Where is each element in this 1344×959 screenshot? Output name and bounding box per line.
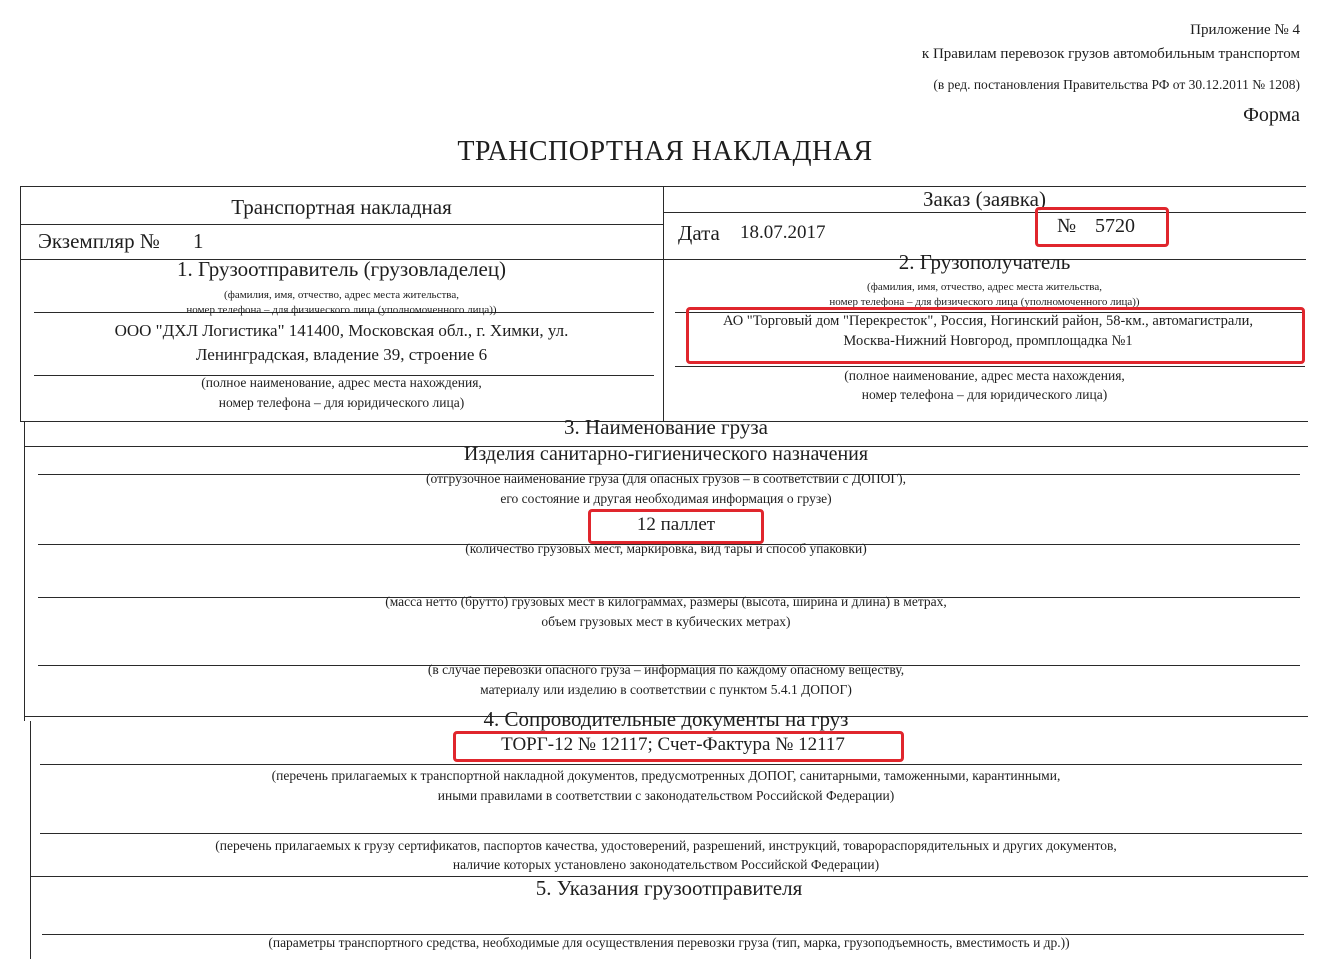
consignee-name-address: АО "Торговый дом "Перекресток", Россия, Ногинский район, 58-км., автомагистрали, bbox=[722, 313, 1254, 329]
certificates-hint: (перечень прилагаемых к грузу сертификатов, паспортов качества, удостоверений, разрешений, инструкций, товарораспорядительных и других документов, bbox=[215, 838, 1117, 853]
certificates-hint: наличие которых установлено законодательством Российской Федерации) bbox=[452, 857, 880, 872]
consignee-heading: 2. Грузополучатель bbox=[898, 250, 1071, 274]
consignee-hint: номер телефона – для физического лица (уполномоченного лица)) bbox=[829, 296, 1140, 308]
instructions-heading: 5. Указания грузоотправителя bbox=[535, 876, 803, 900]
shipper-name-address: Ленинградская, владение 39, строение 6 bbox=[195, 345, 488, 364]
consignee-name-address: Москва-Нижний Новгород, промплощадка №1 bbox=[843, 333, 1133, 349]
form-label: Форма bbox=[1243, 104, 1300, 126]
cargo-mass-hint: объем грузовых мест в кубических метрах) bbox=[541, 614, 791, 629]
row-divider bbox=[663, 212, 1306, 213]
date-label: Дата bbox=[678, 221, 720, 245]
shipper-legal-hint: номер телефона – для юридического лица) bbox=[218, 395, 465, 410]
cargo-danger-hint: материалу или изделию в соответствии с пунктом 5.4.1 ДОПОГ) bbox=[480, 682, 852, 697]
cargo-heading: 3. Наименование груза bbox=[563, 415, 769, 439]
consignee-legal-hint: номер телефона – для юридического лица) bbox=[861, 387, 1108, 402]
edition-reference: (в ред. постановления Правительства РФ от 30.12.2011 № 1208) bbox=[933, 77, 1300, 92]
rules-reference: к Правилам перевозок грузов автомобильным транспортом bbox=[921, 46, 1300, 62]
order-number-value: 5720 bbox=[1095, 215, 1135, 237]
document-title: ТРАНСПОРТНАЯ НАКЛАДНАЯ bbox=[457, 136, 873, 167]
waybill-heading: Транспортная накладная bbox=[231, 195, 452, 219]
consignee-legal-hint: (полное наименование, адрес места нахождения, bbox=[844, 368, 1125, 383]
shipper-legal-hint: (полное наименование, адрес места нахождения, bbox=[201, 375, 482, 390]
appendix-label: Приложение № 4 bbox=[1190, 22, 1300, 38]
order-heading: Заказ (заявка) bbox=[923, 187, 1046, 211]
order-number-label: № bbox=[1057, 215, 1077, 237]
shipper-hint: (фамилия, имя, отчество, адрес места жительства, bbox=[224, 289, 459, 301]
cargo-name-hint: его состояние и другая необходимая информация о грузе) bbox=[500, 491, 832, 506]
date-value: 18.07.2017 bbox=[740, 222, 826, 243]
shipper-name-address: ООО "ДХЛ Логистика" 141400, Московская обл., г. Химки, ул. bbox=[114, 321, 569, 340]
cargo-mass-hint: (масса нетто (брутто) грузовых мест в килограммах, размеры (высота, ширина и длина) в метрах, bbox=[385, 594, 947, 609]
underline bbox=[40, 833, 1302, 834]
cargo-name-hint: (отгрузочное наименование груза (для опасных грузов – в соответствии с ДОПОГ), bbox=[426, 471, 906, 486]
shipper-hint: номер телефона – для физического лица (уполномоченного лица)) bbox=[186, 304, 497, 316]
cargo-name-value: Изделия санитарно-гигиенического назначения bbox=[463, 443, 869, 465]
documents-heading: 4. Сопроводительные документы на груз bbox=[483, 707, 849, 731]
documents-hint: (перечень прилагаемых к транспортной накладной документов, предусмотренных ДОПОГ, санитарными, таможенными, карантинными, bbox=[271, 768, 1061, 783]
row-divider bbox=[20, 224, 663, 225]
copy-number-value: 1 bbox=[193, 229, 204, 253]
cargo-places-hint: (количество грузовых мест, маркировка, вид тары и способ упаковки) bbox=[465, 541, 867, 556]
vehicle-params-hint: (параметры транспортного средства, необходимые для осуществления перевозки груза (тип, марка, грузоподъемность, вместимость и др.)) bbox=[268, 935, 1070, 950]
consignee-hint: (фамилия, имя, отчество, адрес места жительства, bbox=[867, 281, 1102, 293]
copy-number-label: Экземпляр № bbox=[38, 229, 160, 253]
underline bbox=[40, 764, 1302, 765]
documents-value: ТОРГ-12 № 12117; Счет-Фактура № 12117 bbox=[501, 734, 845, 755]
documents-hint: иными правилами в соответствии с законодательством Российской Федерации) bbox=[437, 788, 895, 803]
cargo-danger-hint: (в случае перевозки опасного груза – информация по каждому опасному веществу, bbox=[427, 662, 905, 677]
shipper-heading: 1. Грузоотправитель (грузовладелец) bbox=[176, 257, 507, 281]
cargo-places-value: 12 паллет bbox=[636, 514, 716, 535]
